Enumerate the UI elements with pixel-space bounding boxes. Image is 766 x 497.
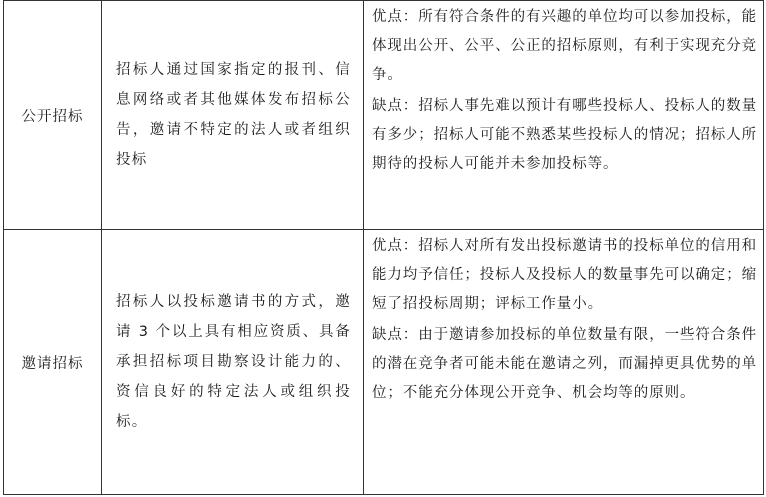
cons-text: 缺点：招标人事先难以预计有哪些投标人、投标人的数量有多少；招标人可能不熟悉某些投标人的情况；招标人所期待的投标人可能并未参加投标等。 xyxy=(372,98,757,172)
table-row xyxy=(4,1,764,230)
table-row xyxy=(4,230,764,495)
description-text: 招标人以投标邀请书的方式，邀请 3 个以上具有相应资质、具备承担招标项目勘察设计能力的、资信良好的特定法人或组织投标。 xyxy=(116,294,351,430)
method-cell-invited-bidding: 邀请招标 xyxy=(4,230,102,495)
pros-text: 优点：所有符合条件的有兴趣的单位均可以参加投标，能体现出公开、公平、公正的招标原则，有利于实现充分竞争。 xyxy=(372,9,757,83)
description-cell xyxy=(102,230,364,495)
pros-cons-cell xyxy=(364,1,764,230)
description-text: 招标人通过国家指定的报刊、信息网络或者其他媒体发布招标公告，邀请不特定的法人或者组织投标 xyxy=(116,62,351,168)
pros-cons-cell xyxy=(364,230,764,495)
description-cell xyxy=(102,1,364,230)
pros-text: 优点：招标人对所有发出投标邀请书的投标单位的信用和能力均予信任；投标人及投标人的数量事先可以确定；缩短了招投标周期；评标工作量小。 xyxy=(372,238,757,312)
method-cell-open-bidding: 公开招标 xyxy=(4,1,102,230)
bidding-methods-table xyxy=(3,0,764,495)
cons-text: 缺点：由于邀请参加投标的单位数量有限，一些符合条件的潜在竞争者可能未能在邀请之列，而漏掉更具优势的单位；不能充分体现公开竞争、机会均等的原则。 xyxy=(372,327,757,401)
